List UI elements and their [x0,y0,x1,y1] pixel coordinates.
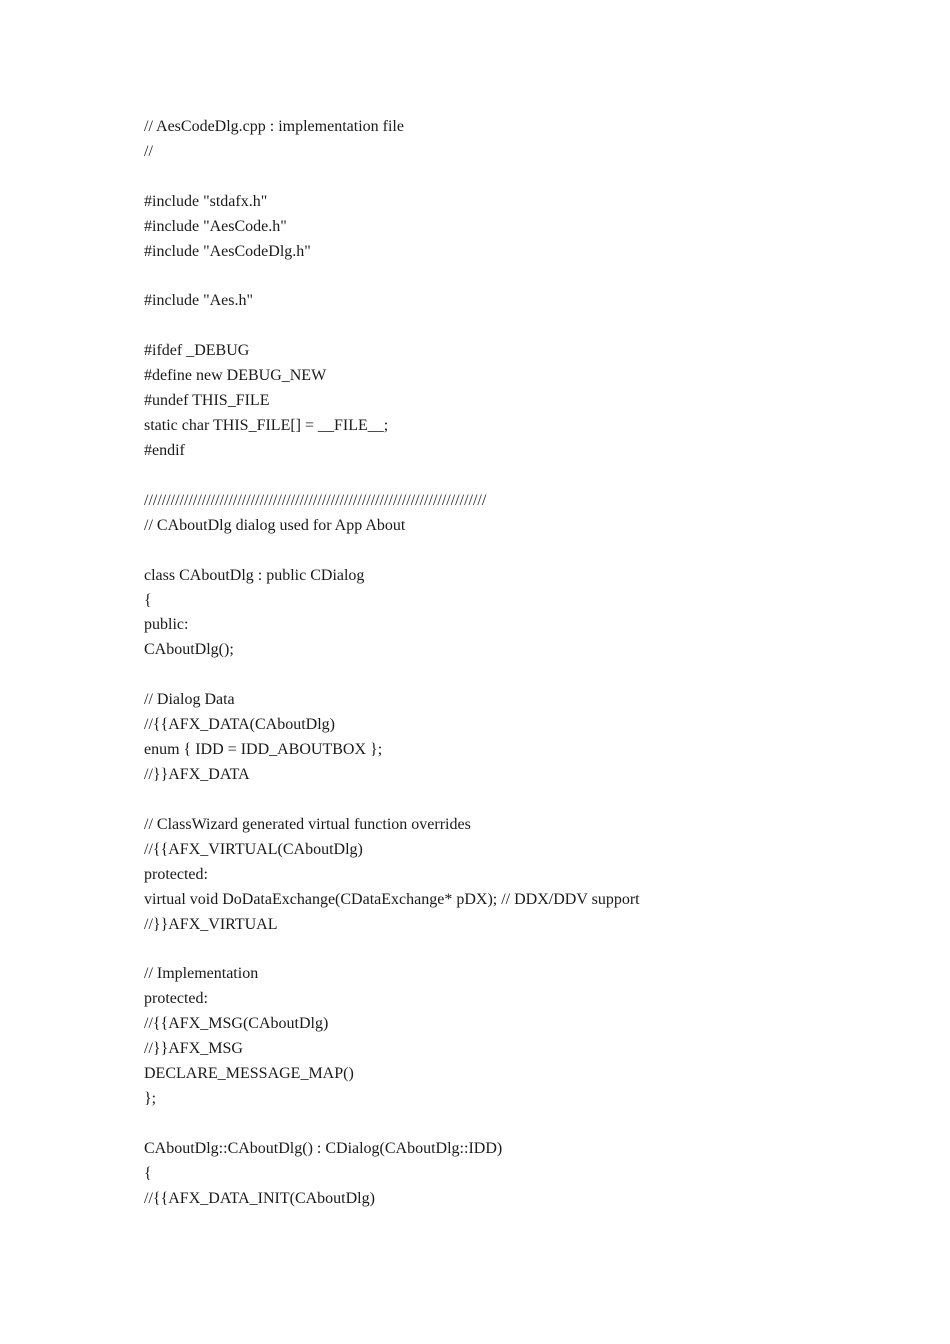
blank-line [144,265,924,290]
code-line: DECLARE_MESSAGE_MAP() [144,1065,354,1083]
code-line: //}}AFX_MSG [144,1040,243,1058]
code-line: protected: [144,865,208,883]
code-line: // CAboutDlg dialog used for App About [144,516,406,534]
code-line: public: [144,616,189,634]
code-line: virtual void DoDataExchange(CDataExchange* pDX); // DDX/DDV support [144,890,640,908]
code-line: // AesCodeDlg.cpp : implementation file [144,118,404,135]
code-line: #undef THIS_FILE [144,392,270,410]
code-line: protected: [144,990,208,1008]
code-line: // Dialog Data [144,691,235,709]
code-line: #define new DEBUG_NEW [144,367,327,385]
code-line: //{{AFX_VIRTUAL(CAboutDlg) [144,840,363,858]
code-line: #include "AesCode.h" [144,217,287,235]
code-line: #ifdef _DEBUG [144,342,250,360]
blank-line [144,937,924,962]
blank-line [144,539,924,564]
code-line: enum { IDD = IDD_ABOUTBOX }; [144,741,383,759]
code-line: //{{AFX_DATA(CAboutDlg) [144,716,335,734]
code-line: //}}AFX_VIRTUAL [144,915,278,933]
code-line: CAboutDlg::CAboutDlg() : CDialog(CAboutDlg::IDD) [144,1139,503,1157]
code-listing [144,115,924,1212]
code-line: }; [144,1089,157,1107]
code-line: // ClassWizard generated virtual function overrides [144,815,471,833]
code-line: #endif [144,441,185,459]
blank-line [144,663,924,688]
code-line: #include "stdafx.h" [144,192,268,210]
code-line: { [144,1164,152,1182]
blank-line [144,788,924,813]
code-line: { [144,591,152,609]
code-line: #include "Aes.h" [144,292,254,310]
code-line: class CAboutDlg : public CDialog [144,566,365,584]
code-line: #include "AesCodeDlg.h" [144,242,311,260]
separator-comment-line: ///////////////////////////////////////////////////////////////////////////// [144,491,487,509]
blank-line [144,1112,924,1137]
code-line: //}}AFX_DATA [144,765,250,783]
blank-line [144,314,924,339]
code-line: // Implementation [144,965,259,983]
code-line: //{{AFX_DATA_INIT(CAboutDlg) [144,1189,375,1207]
code-line: static char THIS_FILE[] = __FILE__; [144,417,389,435]
code-line: CAboutDlg(); [144,641,234,659]
blank-line [144,165,924,190]
code-line: //{{AFX_MSG(CAboutDlg) [144,1015,329,1033]
code-line: // [144,142,153,160]
blank-line [144,464,924,489]
